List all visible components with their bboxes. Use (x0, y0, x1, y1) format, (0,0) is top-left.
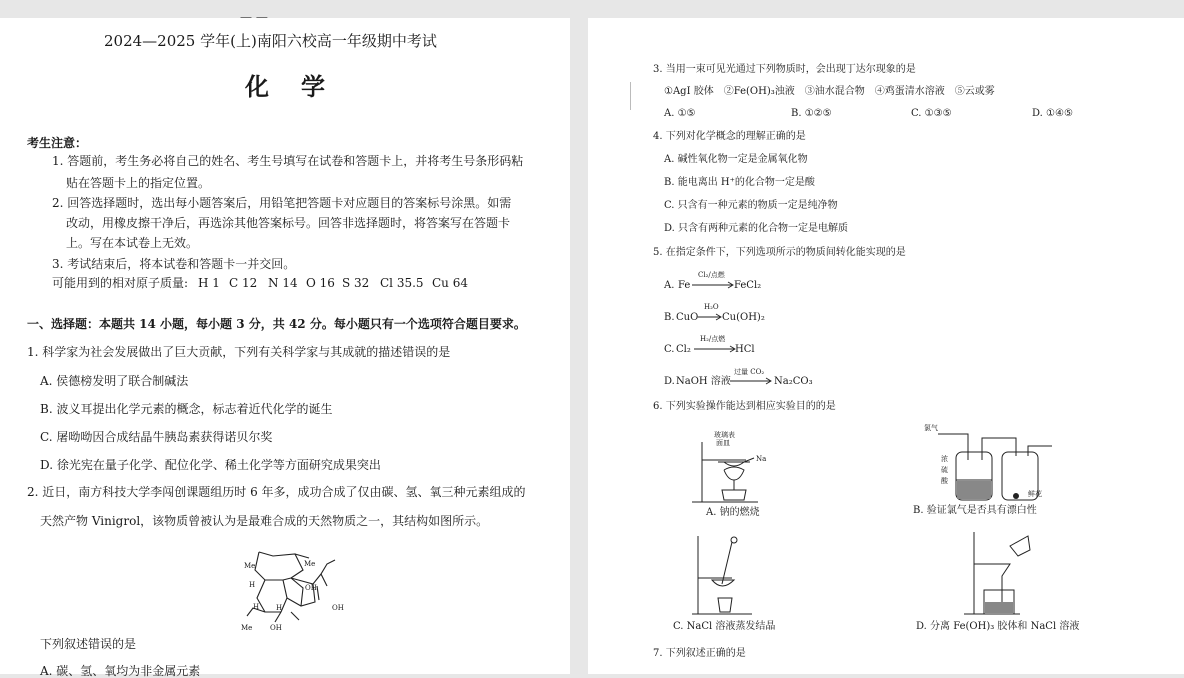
product: Na₂CO₃ (774, 376, 813, 387)
structure-label: H (253, 603, 260, 611)
question-1-stem: 1. 科学家为社会发展做出了巨大贡献，下列有关科学家与其成就的描述错误的是 (27, 345, 451, 359)
atomic-mass: Cu 64 (432, 276, 468, 290)
reaction-condition: H₂/点燃 (700, 335, 726, 343)
reactant: CuO (676, 312, 699, 323)
vinigrol-structure-diagram (235, 540, 355, 640)
figure-label: 硫 (941, 466, 948, 474)
header-fragment: — — (240, 10, 268, 24)
question-1-option: B. 波义耳提出化学元素的概念，标志着近代化学的诞生 (40, 402, 333, 416)
apparatus-c-diagram (692, 534, 762, 618)
question-4-option: A. 碱性氧化物一定是金属氧化物 (664, 154, 808, 165)
reaction-arrow (694, 346, 738, 352)
question-3-option: B. ①②⑤ (791, 108, 832, 119)
question-3-stem: 3. 当用一束可见光通过下列物质时，会出现丁达尔现象的是 (653, 64, 916, 75)
figure-caption: B. 验证氯气是否具有漂白性 (913, 505, 1037, 516)
reaction-condition: 过量 CO₂ (734, 368, 765, 376)
reaction-condition: Cl₂/点燃 (698, 271, 725, 279)
reaction-arrow (698, 314, 722, 320)
question-2-stem: 天然产物 Vinigrol，该物质曾被认为是最难合成的天然物质之一，其结构如图所示。 (40, 514, 489, 528)
structure-label: Me (304, 560, 316, 568)
question-7-stem: 7. 下列叙述正确的是 (653, 648, 746, 659)
reaction-arrow (692, 282, 736, 288)
notice-line: 贴在答题卡上的指定位置。 (66, 176, 211, 190)
figure-label: 浓 (941, 455, 948, 463)
reactant: Fe (678, 280, 691, 291)
exam-title: 2024—2025 学年(上)南阳六校高一年级期中考试 (104, 32, 437, 50)
reaction-arrow (730, 378, 774, 384)
margin-mark (630, 82, 631, 110)
notice-line: 2. 回答选择题时，选出每小题答案后，用铅笔把答题卡对应题目的答案标号涂黑。如需 (52, 196, 512, 210)
section-title: 一、选择题：本题共 14 小题，每小题 3 分，共 42 分。每小题只有一个选项符合题目要求。 (27, 317, 526, 331)
question-2-followup: 下列叙述错误的是 (40, 637, 137, 651)
figure-label: 酸 (941, 477, 948, 485)
reactant: Cl₂ (676, 344, 691, 355)
question-4-option: B. 能电离出 H⁺的化合物一定是酸 (664, 177, 815, 188)
structure-label: Me (244, 562, 256, 570)
atomic-mass: S 32 (342, 276, 370, 290)
figure-caption: D. 分离 Fe(OH)₃ 胶体和 NaCl 溶液 (916, 621, 1080, 632)
atomic-mass: Cl 35.5 (380, 276, 424, 290)
notice-line: 上。写在本试卷上无效。 (66, 236, 199, 250)
exam-page-2 (588, 18, 1184, 674)
question-5-option-label: D. (664, 376, 675, 387)
exam-page-1 (0, 10, 570, 678)
figure-caption: A. 钠的燃烧 (706, 507, 760, 518)
product: Cu(OH)₂ (722, 312, 765, 323)
reaction-condition: H₂O (704, 303, 719, 311)
product: HCl (735, 344, 755, 355)
product: FeCl₂ (734, 280, 762, 291)
question-2-option: A. 碳、氢、氧均为非金属元素 (40, 664, 201, 678)
structure-label: OH (270, 624, 282, 632)
question-5-option-label: A. (664, 280, 675, 291)
atomic-mass: C 12 (229, 276, 258, 290)
figure-label: 氯气 (924, 424, 938, 432)
figure-label: 鲜花 (1028, 490, 1042, 498)
atomic-mass-label: 可能用到的相对原子质量: (52, 276, 189, 290)
question-3-option: D. ①④⑤ (1032, 108, 1073, 119)
reactant: NaOH 溶液 (676, 376, 731, 387)
question-2-stem: 2. 近日，南方科技大学李闯创课题组历时 6 年多，成功合成了仅由碳、氢、氧三种元素组成的 (27, 485, 526, 499)
question-3-option: A. ①⑤ (664, 108, 696, 119)
atomic-mass: H 1 (198, 276, 220, 290)
question-3-option: C. ①③⑤ (911, 108, 952, 119)
notice-title: 考生注意： (27, 136, 88, 150)
apparatus-d-diagram (960, 530, 1040, 618)
question-4-stem: 4. 下列对化学概念的理解正确的是 (653, 131, 806, 142)
atomic-mass: N 14 (268, 276, 298, 290)
structure-label: Me (241, 624, 253, 632)
question-3-items: ①AgI 胶体 ②Fe(OH)₃浊液 ③油水混合物 ④鸡蛋清水溶液 ⑤云或雾 (664, 86, 995, 97)
notice-line: 1. 答题前，考生务必将自己的姓名、考生号填写在试卷和答题卡上，并将考生号条形码粘 (52, 154, 524, 168)
question-4-option: D. 只含有两种元素的化合物一定是电解质 (664, 223, 849, 234)
figure-label: 玻璃表 (714, 431, 735, 439)
question-4-option: C. 只含有一种元素的物质一定是纯净物 (664, 200, 838, 211)
question-5-stem: 5. 在指定条件下，下列选项所示的物质间转化能实现的是 (653, 247, 906, 258)
figure-caption: C. NaCl 溶液蒸发结晶 (673, 621, 776, 632)
structure-label: H (249, 581, 256, 589)
structure-label: OH (332, 604, 344, 612)
question-1-option: C. 屠呦呦因合成结晶牛胰岛素获得诺贝尔奖 (40, 430, 273, 444)
structure-label: H (276, 604, 283, 612)
question-6-stem: 6. 下列实验操作能达到相应实验目的的是 (653, 401, 836, 412)
figure-label: Na (756, 455, 767, 463)
atomic-mass: O 16 (306, 276, 335, 290)
question-5-option-label: B. (664, 312, 675, 323)
notice-line: 改动，用橡皮擦干净后，再选涂其他答案标号。回答非选择题时，将答案写在答题卡 (66, 216, 511, 230)
question-1-option: D. 徐光宪在量子化学、配位化学、稀土化学等方面研究成果突出 (40, 458, 381, 472)
apparatus-a-diagram (688, 440, 768, 506)
question-1-option: A. 侯德榜发明了联合制碱法 (40, 374, 189, 388)
question-5-option-label: C. (664, 344, 675, 355)
structure-label: OH (305, 584, 317, 592)
notice-line: 3. 考试结束后，将本试卷和答题卡一并交回。 (52, 257, 296, 271)
figure-label: 面皿 (716, 439, 730, 447)
subject-title: 化 学 (245, 72, 329, 101)
